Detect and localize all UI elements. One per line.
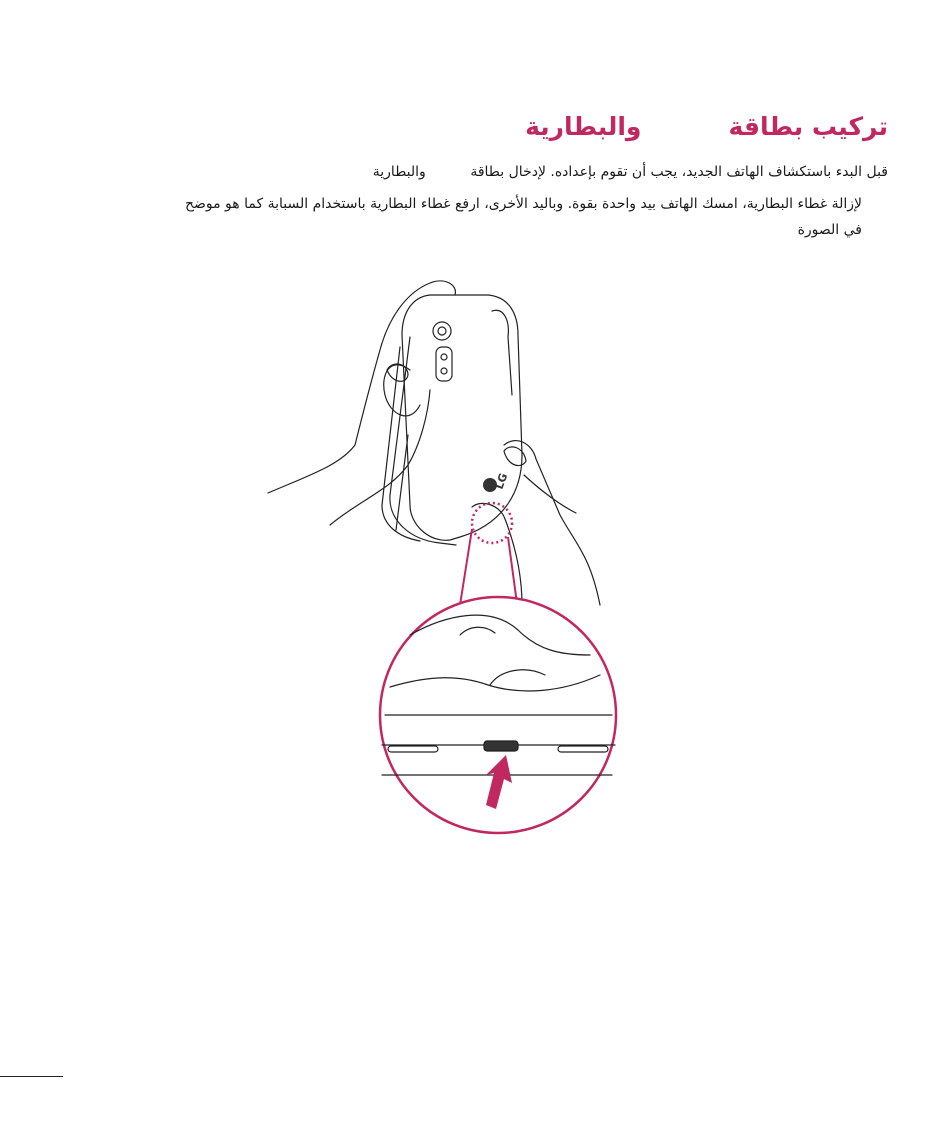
footer-rule [0,1076,63,1077]
right-hand-back [524,475,576,513]
step-1-text-line-2: في الصورة [797,222,862,238]
right-fingernail [504,447,526,466]
camera-lens [433,322,451,340]
step-1-text-line-1: لإزالة غطاء البطارية، امسك الهاتف بيد واحدة بقوة. وباليد الأخرى، ارفع غطاء البطارية باستخدام السبابة كما هو موضح [184,196,862,212]
rear-key [436,347,452,381]
battery-cover-removal-illustration [260,275,620,840]
magnified-detail [380,597,616,833]
phone-brand-label: LG [492,471,511,492]
intro-paragraph: قبل البدء باستكشاف الهاتف الجديد، يجب أن تقوم بإعداده. لإدخال بطاقة والبطارية [372,164,888,180]
left-hand-lower [330,390,430,525]
left-thumb [384,365,420,416]
left-hand-outline [268,281,455,493]
page-title: تركيب بطاقة والبطارية [525,112,888,141]
phone-back [402,295,522,540]
lg-logo [483,472,510,492]
